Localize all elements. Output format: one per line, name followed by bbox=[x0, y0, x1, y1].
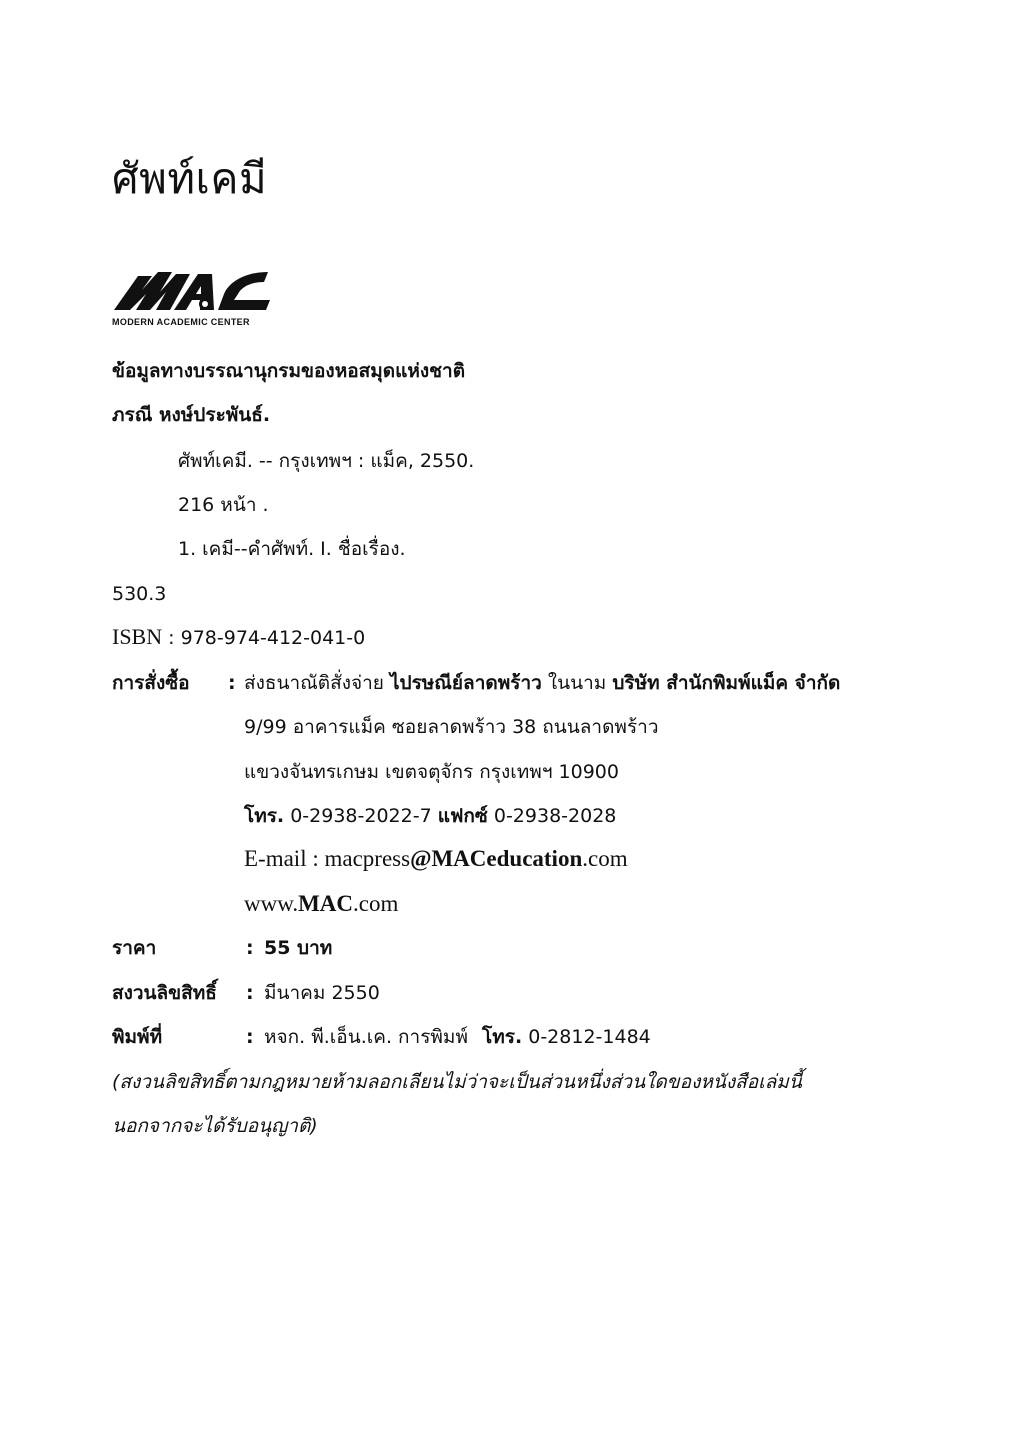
order-web-tld: .com bbox=[353, 891, 399, 916]
order-email-at: @ bbox=[410, 846, 432, 871]
order-in-name: ในนาม bbox=[547, 672, 607, 694]
order-colon: : bbox=[228, 672, 236, 694]
order-email-tld: .com bbox=[582, 846, 628, 871]
printer-label: พิมพ์ที่ bbox=[112, 1026, 163, 1048]
notice-line-1: (สงวนลิขสิทธิ์ตามกฎหมายห้ามลอกเลียนไม่ว่าจะเป็นส่วนหนึ่งส่วนใดของหนังสือเล่มนี้ bbox=[112, 1071, 802, 1093]
cip-author: ภรณี หงษ์ประพันธ์. bbox=[112, 404, 271, 426]
price-label: ราคา bbox=[112, 937, 157, 959]
order-email-domain: MACeducation bbox=[431, 846, 583, 871]
order-phone-line bbox=[244, 803, 616, 829]
copyright-label: สงวนลิขสิทธิ์ bbox=[112, 982, 217, 1004]
publisher-logo bbox=[112, 266, 272, 330]
order-address-2: แขวงจันทรเกษม เขตจตุจักร กรุงเทพฯ 10900 bbox=[244, 761, 619, 783]
order-website-line bbox=[244, 891, 398, 917]
order-web-prefix: www. bbox=[244, 891, 299, 916]
order-tel-value: 0-2938-2022-7 bbox=[290, 805, 432, 827]
price-value: 55 บาท bbox=[264, 937, 333, 959]
order-web-brand: MAC bbox=[298, 891, 354, 916]
price-colon: : bbox=[246, 937, 254, 959]
cip-subjects: 1. เคมี--คำศัพท์. I. ชื่อเรื่อง. bbox=[178, 538, 406, 560]
order-post-office: ไปรษณีย์ลาดพร้าว bbox=[389, 672, 542, 694]
isbn-label: ISBN bbox=[112, 624, 163, 649]
mac-logo-icon bbox=[112, 266, 272, 314]
order-payment-line bbox=[244, 670, 840, 696]
order-fax-label: แฟกซ์ bbox=[437, 805, 488, 827]
isbn-value: : 978-974-412-041-0 bbox=[168, 627, 366, 649]
cip-pages: 216 หน้า . bbox=[178, 494, 269, 516]
copyright-colon: : bbox=[246, 982, 254, 1004]
printer-colon: : bbox=[246, 1026, 254, 1048]
copyright-date: มีนาคม 2550 bbox=[264, 982, 380, 1004]
order-address-1: 9/99 อาคารแม็ค ซอยลาดพร้าว 38 ถนนลาดพร้าว bbox=[244, 716, 659, 738]
notice-line-2: นอกจากจะได้รับอนุญาติ) bbox=[112, 1115, 318, 1137]
logo-wordmark: MODERN ACADEMIC CENTER bbox=[112, 317, 250, 327]
printer-tel-value: 0-2812-1484 bbox=[528, 1026, 651, 1048]
order-fax-value: 0-2938-2028 bbox=[493, 805, 617, 827]
cip-imprint: ศัพท์เคมี. -- กรุงเทพฯ : แม็ค, 2550. bbox=[178, 450, 475, 472]
printer-tel-label: โทร. bbox=[482, 1026, 523, 1048]
printer-name: หจก. พี.เอ็น.เค. การพิมพ์ bbox=[264, 1026, 468, 1048]
copyright-notice bbox=[112, 1060, 962, 1148]
order-email-line bbox=[244, 846, 628, 872]
order-payment-text: ส่งธนาณัติสั่งจ่าย bbox=[244, 672, 384, 694]
printer-line bbox=[264, 1024, 651, 1050]
order-email-label: E-mail : macpress bbox=[244, 846, 411, 871]
book-title: ศัพท์เคมี bbox=[112, 154, 268, 203]
order-label: การสั่งซื้อ bbox=[112, 672, 190, 694]
order-company: บริษัท สำนักพิมพ์แม็ค จำกัด bbox=[612, 672, 841, 694]
cip-heading: ข้อมูลทางบรรณานุกรมของหอสมุดแห่งชาติ bbox=[112, 360, 466, 382]
order-tel-label: โทร. bbox=[244, 805, 285, 827]
cip-classification: 530.3 bbox=[112, 583, 167, 605]
isbn-line bbox=[112, 624, 365, 651]
